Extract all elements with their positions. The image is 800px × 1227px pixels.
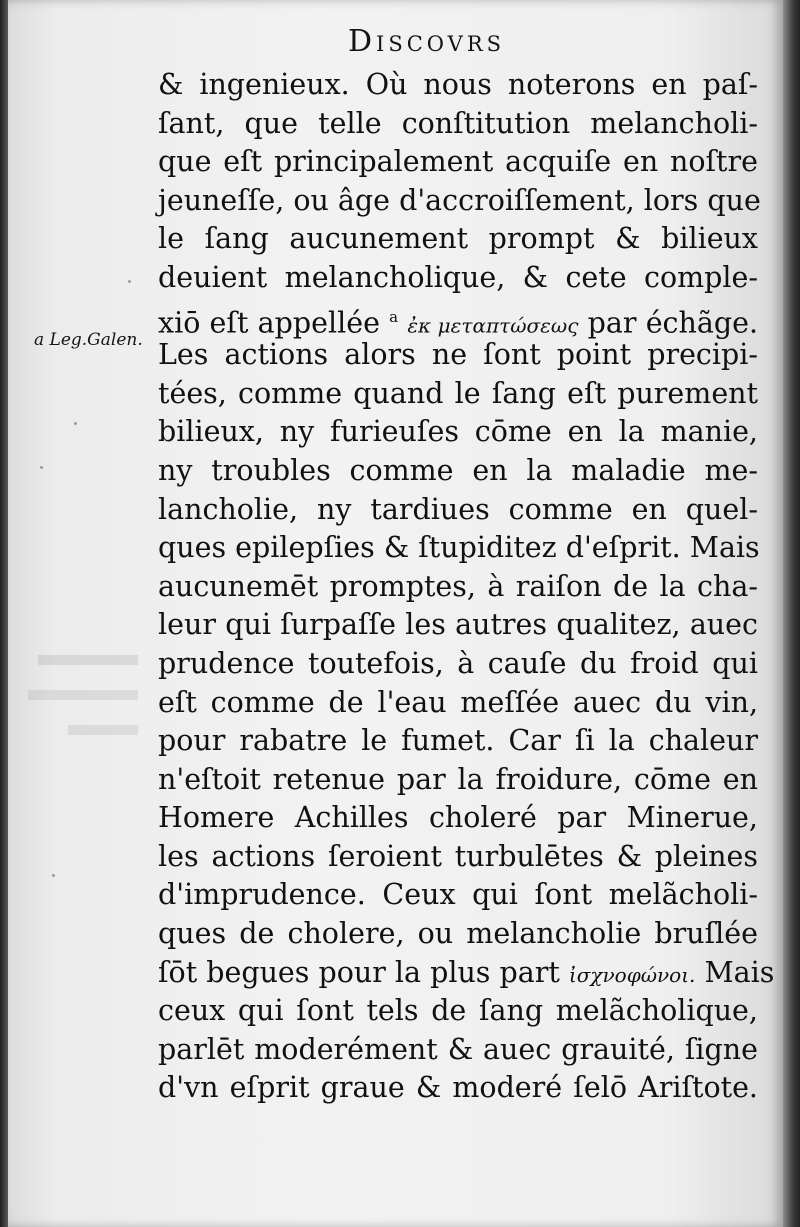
text-line: ny troubles comme en la maladie me- bbox=[158, 453, 758, 487]
body-text bbox=[158, 66, 775, 1108]
text-line: Homere Achilles choleré par Minerue, bbox=[158, 801, 758, 835]
ink-speck bbox=[40, 466, 43, 469]
text-fragment: ſōt begues pour la plus part bbox=[158, 955, 560, 989]
text-line: Les actions alors ne ſont point precipi- bbox=[158, 338, 758, 372]
greek-phrase: ἰσχνοφώνοι. bbox=[568, 962, 696, 987]
greek-phrase: ἐκ μεταπτώσεως bbox=[407, 313, 579, 338]
text-line: d'imprudence. Ceux qui ſont melãcholi- bbox=[158, 878, 758, 912]
ink-speck bbox=[128, 280, 131, 283]
ink-speck bbox=[52, 874, 55, 877]
text-line: bilieux, ny furieuſes cōme en la manie, bbox=[158, 415, 758, 449]
text-line: ques de cholere, ou melancholie bruſlée bbox=[158, 917, 758, 951]
paper bbox=[8, 0, 783, 1227]
show-through-mark bbox=[68, 725, 138, 735]
margin-note: a Leg.Galen. bbox=[34, 330, 143, 350]
text-line bbox=[158, 954, 775, 993]
text-line: n'eſtoit retenue par la froidure, cōme en bbox=[158, 762, 758, 796]
text-line: aucunemēt promptes, à raiſon de la cha- bbox=[158, 569, 758, 603]
text-line: d'vn eſprit graue & moderé ſelō Ariſtote. bbox=[158, 1071, 758, 1105]
binding-edge bbox=[0, 0, 8, 1227]
text-line: lancholie, ny tardiues comme en quel- bbox=[158, 492, 758, 526]
text-line: prudence toutefois, à cauſe du froid qui bbox=[158, 646, 758, 680]
text-line: jeuneſſe, ou âge d'accroiſſement, lors que bbox=[158, 183, 761, 217]
text-line: les actions ſeroient turbulētes & pleines bbox=[158, 839, 758, 873]
show-through-mark bbox=[28, 690, 138, 700]
text-line: & ingenieux. Où nous noterons en paſ- bbox=[158, 68, 758, 101]
text-line: ques epilepſies & ſtupiditez d'eſprit. Mais bbox=[158, 531, 760, 565]
text-fragment: par échãge. bbox=[587, 306, 759, 340]
footnote-marker: a bbox=[389, 307, 399, 326]
ink-speck bbox=[74, 422, 77, 425]
text-line: parlēt moderément & auec grauité, ſigne bbox=[158, 1032, 758, 1066]
page-edge bbox=[783, 0, 800, 1227]
text-fragment: xiō eſt appellée bbox=[158, 306, 380, 340]
text-line: ceux qui ſont tels de ſang melãcholique, bbox=[158, 994, 758, 1028]
text-line: deuient melancholique, & cete comple- bbox=[158, 260, 758, 294]
text-line bbox=[158, 298, 759, 340]
text-line: leur qui ſurpaſſe les autres qualitez, auec bbox=[158, 608, 758, 642]
text-line: eſt comme de l'eau meſſée auec du vin, bbox=[158, 685, 758, 719]
text-line: que eſt principalement acquiſe en noſtre bbox=[158, 145, 758, 179]
show-through-mark bbox=[38, 655, 138, 665]
text-fragment: Mais bbox=[704, 955, 775, 989]
running-header: Discovrs bbox=[348, 24, 506, 59]
text-line: le ſang aucunement prompt & bilieux bbox=[158, 222, 758, 256]
text-line: ſant, que telle conſtitution melancholi- bbox=[158, 106, 758, 140]
text-line: tées, comme quand le ſang eſt purement bbox=[158, 376, 758, 410]
text-line: pour rabatre le fumet. Car ſi la chaleur bbox=[158, 724, 758, 758]
